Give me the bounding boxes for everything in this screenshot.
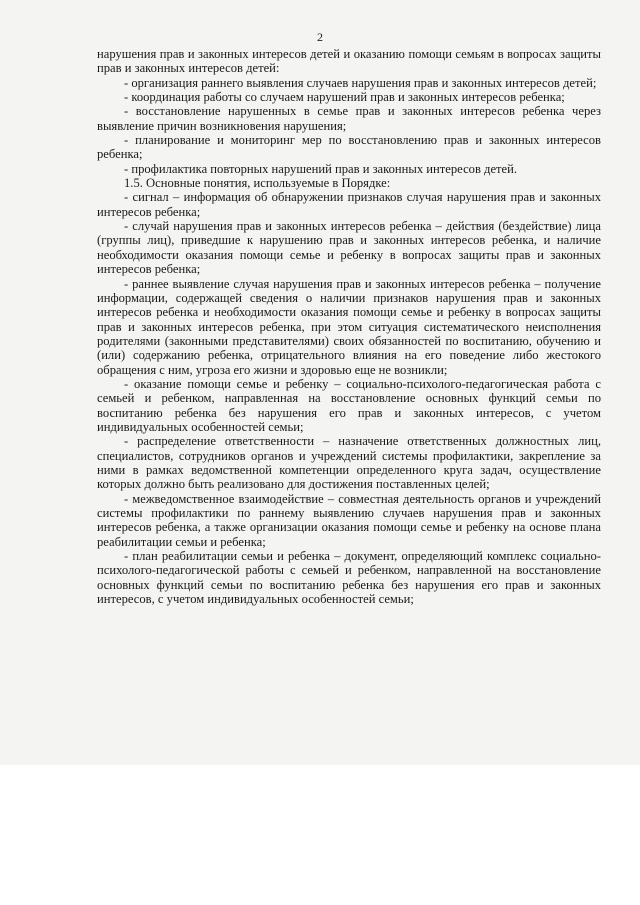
paragraph: - координация работы со случаем нарушений прав и законных интересов ребенка; — [124, 90, 565, 105]
paragraph: - профилактика повторных нарушений прав и законных интересов детей. — [124, 161, 518, 176]
paragraph: нарушения прав и законных интересов детей и оказанию помощи семьям в вопросах защиты прав и законных интересов детей: — [97, 47, 601, 76]
paragraph: - раннее выявление случая нарушения прав и законных интересов ребенка – получение информации, содержащей сведения о наличии признаков нарушения прав и законных интересов ребенка и необходимости оказания помощи семье и ребенку в вопросах защиты прав и законных интересов ребенка, при этом ситуация систематического неисполнения родителями (законными представителями) своих обязанностей по воспитанию, обучению и (или) содержанию ребенка, отрицательного влияния на его поведение либо жестокого обращения с ним, угроза его жизни и здоровью еще не возникли; — [97, 276, 601, 377]
paragraph: 1.5. Основные понятия, используемые в Порядке: — [124, 176, 391, 191]
paragraph: - организация раннего выявления случаев нарушения прав и законных интересов детей; — [124, 75, 597, 90]
paragraph: - случай нарушения прав и законных интересов ребенка – действия (бездействие) лица (группы лиц), приведшие к нарушению прав и законных интересов ребенка, и наличие необходимости оказания помощи семье и ребенку в вопросах защиты прав и законных интересов ребенка; — [97, 219, 601, 277]
paragraph: - сигнал – информация об обнаружении признаков случая нарушения прав и законных интересов ребенка; — [97, 190, 601, 219]
paragraph: - межведомственное взаимодействие – совместная деятельность органов и учреждений системы профилактики по раннему выявлению случаев нарушения прав и законных интересов ребенка, а также организации оказания помощи семье и ребенку на основе плана реабилитации семьи и ребенка; — [97, 491, 601, 549]
paragraph: - восстановление нарушенных в семье прав и законных интересов ребенка через выявление причин возникновения нарушения; — [97, 104, 601, 133]
paragraph: - планирование и мониторинг мер по восстановлению прав и законных интересов ребенка; — [97, 133, 601, 162]
paragraph: - оказание помощи семье и ребенку – социально-психолого-педагогическая работа с семьей и ребенком, направленная на восстановление основных функций семьи по воспитанию ребенка без нарушения его прав и законных интересов, с учетом индивидуальных особенностей семьи; — [97, 376, 601, 434]
paragraph: - распределение ответственности – назначение ответственных должностных лиц, специалистов, сотрудников органов и учреждений системы профилактики, закрепление за ними в рамках ведомственной компетенции определенного круга задач, осуществление которых должно быть реализовано для достижения поставленных целей; — [97, 434, 601, 492]
paragraph: - план реабилитации семьи и ребенка – документ, определяющий комплекс социально-психолого-педагогической работы с семьей и ребенком, направленной на восстановление основных функций семьи по воспитанию ребенка без нарушения его прав и законных интересов, с учетом индивидуальных особенностей семьи; — [97, 549, 601, 607]
page-number: 2 — [317, 30, 323, 44]
document-body — [97, 47, 601, 606]
